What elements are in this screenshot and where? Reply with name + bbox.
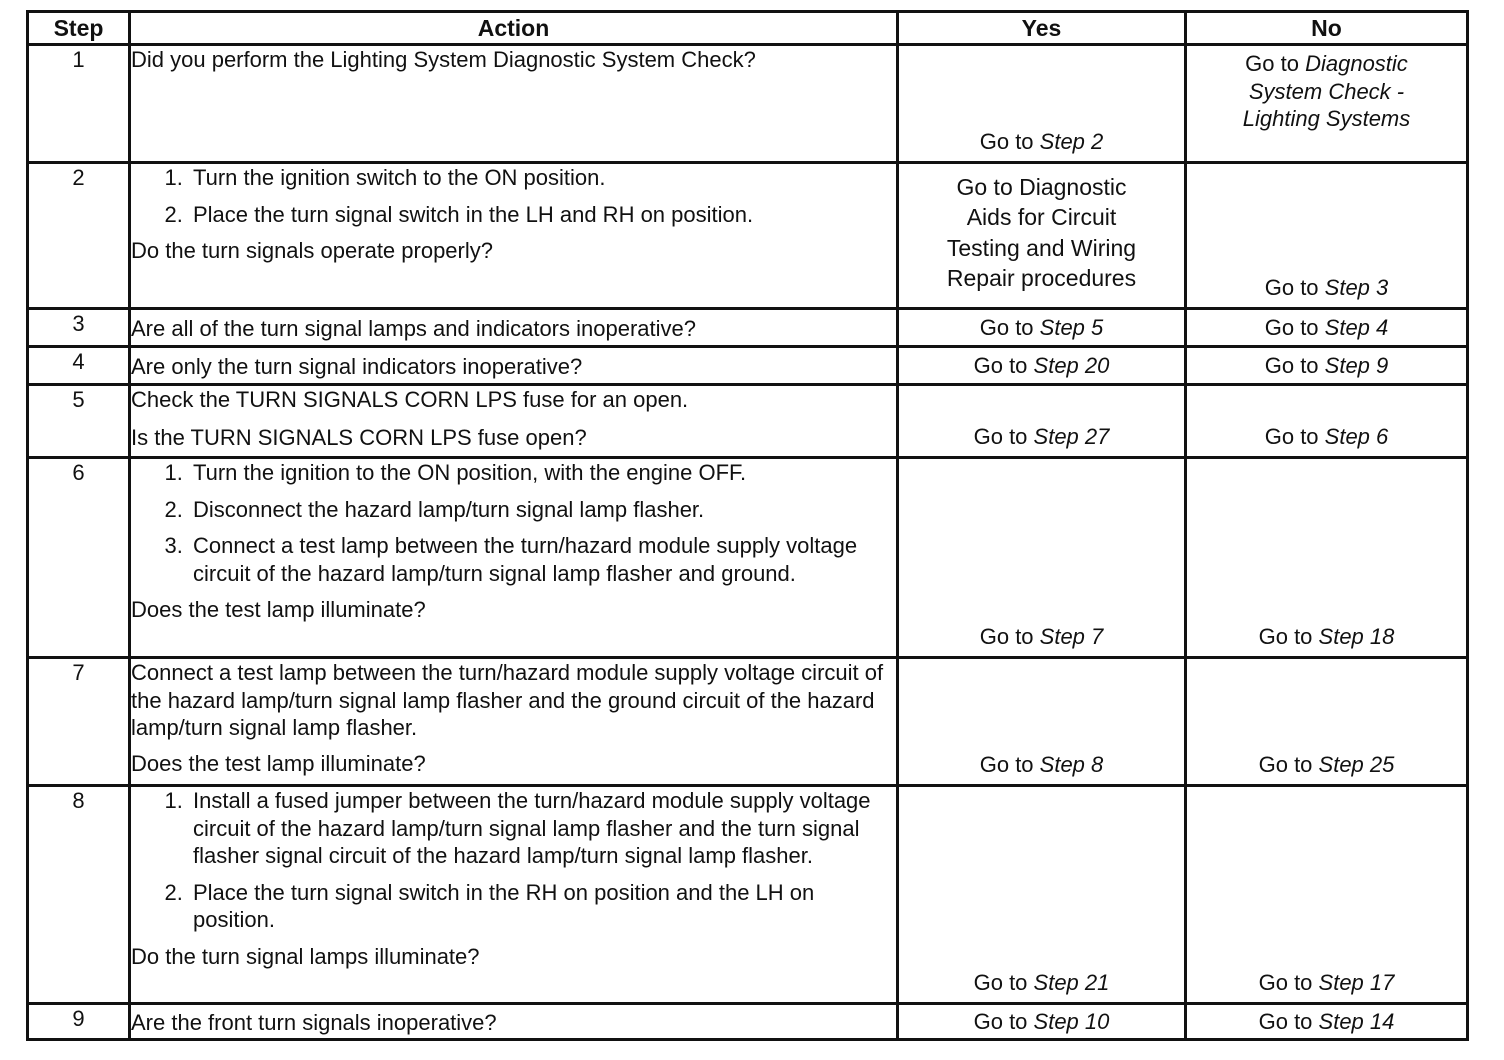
step-number: 1 bbox=[28, 45, 130, 163]
yes-step-link[interactable]: Step 10 bbox=[1033, 1008, 1110, 1034]
header-step: Step bbox=[28, 12, 130, 45]
no-cell: Go to Step 25 bbox=[1186, 658, 1468, 786]
action-cell bbox=[130, 458, 898, 658]
instruction-text: Check the TURN SIGNALS CORN LPS fuse for an open. bbox=[131, 387, 689, 412]
step-number: 6 bbox=[28, 458, 130, 658]
yes-step-link[interactable]: Step 2 bbox=[1039, 128, 1104, 154]
question-text: Does the test lamp illuminate? bbox=[131, 750, 426, 776]
table-row bbox=[28, 786, 1468, 1004]
instruction-text: Connect a test lamp between the turn/hazard module supply voltage circuit of the hazard lamp/turn signal lamp flasher and the ground circuit of the hazard lamp/turn signal lamp flasher. bbox=[131, 660, 884, 740]
no-step-link[interactable]: Go to Diagnostic System Check - Lighting Systems bbox=[1242, 51, 1411, 131]
table-row bbox=[28, 163, 1468, 309]
yes-cell: Go to Step 5 bbox=[898, 309, 1186, 347]
no-step-link[interactable]: Step 4 bbox=[1324, 314, 1389, 340]
yes-prefix: Go to bbox=[979, 128, 1040, 154]
yes-cell: Go to Step 21 bbox=[898, 786, 1186, 1004]
yes-step-link[interactable]: Step 20 bbox=[1033, 352, 1110, 378]
substep: 1. Turn the ignition to the ON position, with the engine OFF. bbox=[189, 459, 896, 487]
substep: 3. Connect a test lamp between the turn/hazard module supply voltage circuit of the hazard lamp/turn signal lamp flasher and ground. bbox=[189, 532, 896, 587]
no-step-link[interactable]: Step 18 bbox=[1318, 623, 1395, 649]
table-row bbox=[28, 458, 1468, 658]
yes-step-link[interactable]: Step 8 bbox=[1039, 751, 1104, 777]
table-row bbox=[28, 45, 1468, 163]
question-text: Is the TURN SIGNALS CORN LPS fuse open? bbox=[131, 424, 587, 450]
table-row bbox=[28, 309, 1468, 347]
action-cell bbox=[130, 658, 898, 786]
action-cell bbox=[130, 347, 898, 385]
diagnostic-table bbox=[26, 10, 1469, 1041]
substep: 2. Disconnect the hazard lamp/turn signal lamp flasher. bbox=[189, 496, 896, 524]
substep-list bbox=[131, 164, 896, 228]
step-number: 4 bbox=[28, 347, 130, 385]
yes-step-link[interactable]: Step 21 bbox=[1033, 969, 1110, 995]
no-cell: Go to Step 17 bbox=[1186, 786, 1468, 1004]
question-text: Do the turn signal lamps illuminate? bbox=[131, 943, 480, 969]
yes-cell: Go to Step 20 bbox=[898, 347, 1186, 385]
question-text: Are all of the turn signal lamps and indicators inoperative? bbox=[131, 315, 696, 341]
substep: 2. Place the turn signal switch in the RH on position and the LH on position. bbox=[189, 879, 896, 934]
table-row bbox=[28, 1004, 1468, 1040]
step-number: 5 bbox=[28, 385, 130, 458]
table-row bbox=[28, 347, 1468, 385]
question-text: Did you perform the Lighting System Diagnostic System Check? bbox=[131, 47, 756, 72]
question-text: Do the turn signals operate properly? bbox=[131, 238, 493, 263]
yes-step-link[interactable]: Step 7 bbox=[1039, 623, 1104, 649]
step-number: 9 bbox=[28, 1004, 130, 1040]
yes-step-link[interactable]: Step 27 bbox=[1033, 423, 1110, 449]
no-cell: Go to Step 18 bbox=[1186, 458, 1468, 658]
action-cell bbox=[130, 309, 898, 347]
no-step-link[interactable]: Step 6 bbox=[1324, 423, 1389, 449]
yes-link[interactable]: Go to Diagnostic Aids for Circuit Testing and Wiring Repair procedures bbox=[946, 174, 1137, 292]
step-number: 3 bbox=[28, 309, 130, 347]
question-text: Are only the turn signal indicators inoperative? bbox=[131, 353, 583, 379]
yes-cell bbox=[898, 163, 1186, 309]
substep: 1. Install a fused jumper between the turn/hazard module supply voltage circuit of the hazard lamp/turn signal lamp flasher and the turn signal flasher signal circuit of the hazard lamp/turn signal lamp flasher. bbox=[189, 787, 896, 870]
substep-list bbox=[131, 459, 896, 587]
no-prefix: Go to bbox=[1264, 274, 1325, 300]
substep: 2. Place the turn signal switch in the LH and RH on position. bbox=[189, 201, 896, 229]
step-number: 8 bbox=[28, 786, 130, 1004]
yes-cell: Go to Step 8 bbox=[898, 658, 1186, 786]
yes-cell: Go to Step 10 bbox=[898, 1004, 1186, 1040]
action-cell bbox=[130, 163, 898, 309]
no-cell bbox=[1186, 45, 1468, 163]
action-cell bbox=[130, 1004, 898, 1040]
action-cell bbox=[130, 786, 898, 1004]
header-no: No bbox=[1186, 12, 1468, 45]
no-cell: Go to Step 9 bbox=[1186, 347, 1468, 385]
substep: 1. Turn the ignition switch to the ON position. bbox=[189, 164, 896, 192]
yes-step-link[interactable]: Step 5 bbox=[1039, 314, 1104, 340]
question-text: Does the test lamp illuminate? bbox=[131, 597, 426, 622]
no-cell: Go to Step 14 bbox=[1186, 1004, 1468, 1040]
table-row bbox=[28, 658, 1468, 786]
action-cell bbox=[130, 385, 898, 458]
step-number: 2 bbox=[28, 163, 130, 309]
question-text: Are the front turn signals inoperative? bbox=[131, 1009, 497, 1035]
header-row bbox=[28, 12, 1468, 45]
yes-cell: Go to Step 27 bbox=[898, 385, 1186, 458]
header-action: Action bbox=[130, 12, 898, 45]
table-row bbox=[28, 385, 1468, 458]
no-cell: Go to Step 6 bbox=[1186, 385, 1468, 458]
no-step-link[interactable]: Step 9 bbox=[1324, 352, 1389, 378]
substep-list bbox=[131, 787, 896, 934]
no-step-link[interactable]: Step 17 bbox=[1318, 969, 1395, 995]
action-cell bbox=[130, 45, 898, 163]
header-yes: Yes bbox=[898, 12, 1186, 45]
no-prefix: Go to bbox=[1245, 51, 1306, 76]
no-step-link[interactable]: Step 25 bbox=[1318, 751, 1395, 777]
no-cell: Go to Step 4 bbox=[1186, 309, 1468, 347]
step-number: 7 bbox=[28, 658, 130, 786]
no-cell bbox=[1186, 163, 1468, 309]
yes-cell bbox=[898, 45, 1186, 163]
no-step-link[interactable]: Step 14 bbox=[1318, 1008, 1395, 1034]
no-step-link[interactable]: Step 3 bbox=[1324, 274, 1389, 300]
yes-cell: Go to Step 7 bbox=[898, 458, 1186, 658]
